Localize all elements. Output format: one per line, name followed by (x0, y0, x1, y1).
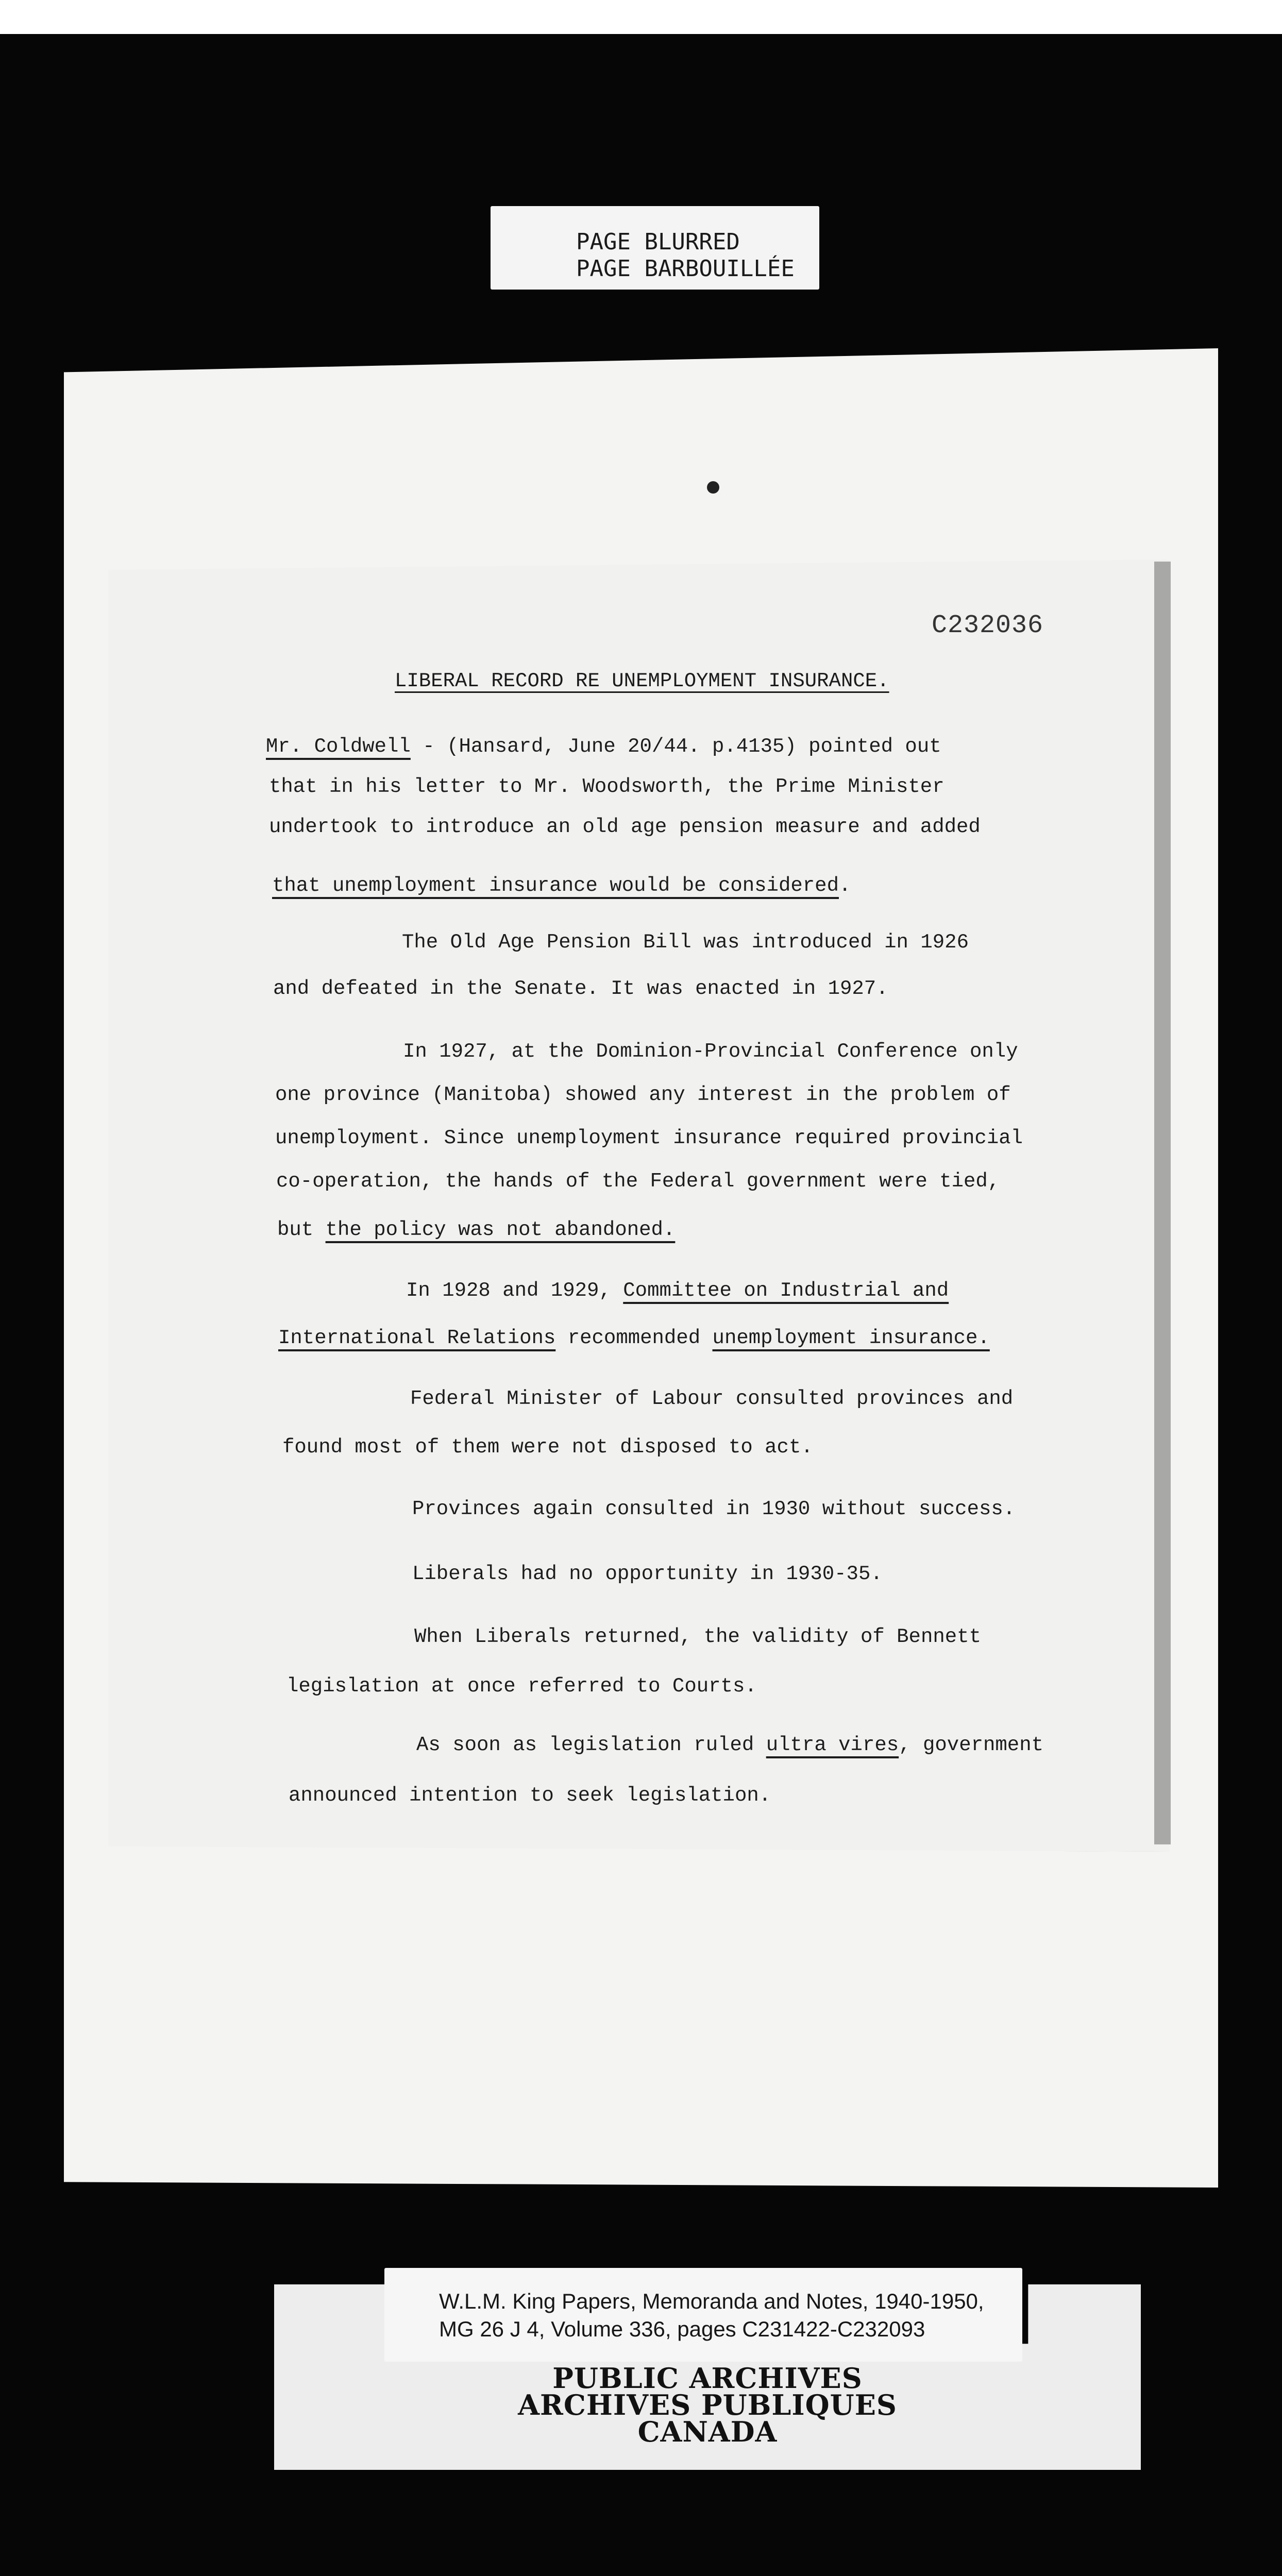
para8-line1: When Liberals returned, the validity of Bennett (414, 1625, 981, 1648)
para3-line3: unemployment. Since unemployment insurance required provincial (275, 1127, 1023, 1149)
para3-line2: one province (Manitoba) showed any interest in the problem of (275, 1083, 1011, 1106)
punch-mark (707, 481, 719, 494)
archives-stamp (274, 2362, 1141, 2448)
para4-line2: International Relations recommended unemployment insurance. (278, 1327, 990, 1349)
para9-line2: announced intention to seek legislation. (289, 1784, 771, 1807)
para9-line1: As soon as legislation ruled ultra vires, government (416, 1734, 1044, 1756)
para1-line4: that unemployment insurance would be considered. (272, 874, 851, 897)
memo-title: LIBERAL RECORD RE UNEMPLOYMENT INSURANCE. (395, 670, 889, 692)
archives-line2: ARCHIVES PUBLIQUES (518, 2388, 897, 2421)
blur-label-english: PAGE BLURRED (576, 229, 740, 255)
para4-line1: In 1928 and 1929, Committee on Industrial and (406, 1279, 949, 1302)
para5-line1: Federal Minister of Labour consulted provinces and (410, 1387, 1014, 1410)
para3-line1: In 1927, at the Dominion-Provincial Conference only (403, 1040, 1018, 1063)
page-blurred-label (491, 206, 819, 290)
archives-line1: PUBLIC ARCHIVES (552, 2362, 863, 2395)
para5-line2: found most of them were not disposed to act. (282, 1436, 813, 1459)
citation-slip (384, 2268, 1022, 2362)
para2-line2: and defeated in the Senate. It was enacted in 1927. (273, 977, 888, 1000)
memo-page-shadow (1154, 562, 1171, 1844)
citation-line1: W.L.M. King Papers, Memoranda and Notes, 1940-1950, (439, 2289, 984, 2313)
para6-line: Provinces again consulted in 1930 without success. (412, 1498, 1016, 1520)
archives-line3: CANADA (637, 2415, 778, 2448)
para1-line3: undertook to introduce an old age pension measure and added (269, 816, 981, 838)
para8-line2: legislation at once referred to Courts. (286, 1675, 757, 1698)
speaker-name: Mr. Coldwell (266, 735, 411, 758)
citation-line2: MG 26 J 4, Volume 336, pages C231422-C232093 (439, 2317, 925, 2341)
top-white-strip (0, 0, 1282, 34)
blur-label-french: PAGE BARBOUILLÉE (576, 256, 795, 282)
para1-line2: that in his letter to Mr. Woodsworth, the Prime Minister (269, 775, 944, 798)
para1-line1: Mr. Coldwell - (Hansard, June 20/44. p.4135) pointed out (266, 735, 941, 758)
document-number: C232036 (932, 611, 1044, 640)
para3-line5: but the policy was not abandoned. (277, 1218, 676, 1241)
para7-line: Liberals had no opportunity in 1930-35. (412, 1563, 883, 1585)
para3-line4: co-operation, the hands of the Federal government were tied, (276, 1170, 1000, 1193)
para2-line1: The Old Age Pension Bill was introduced in 1926 (402, 931, 969, 954)
